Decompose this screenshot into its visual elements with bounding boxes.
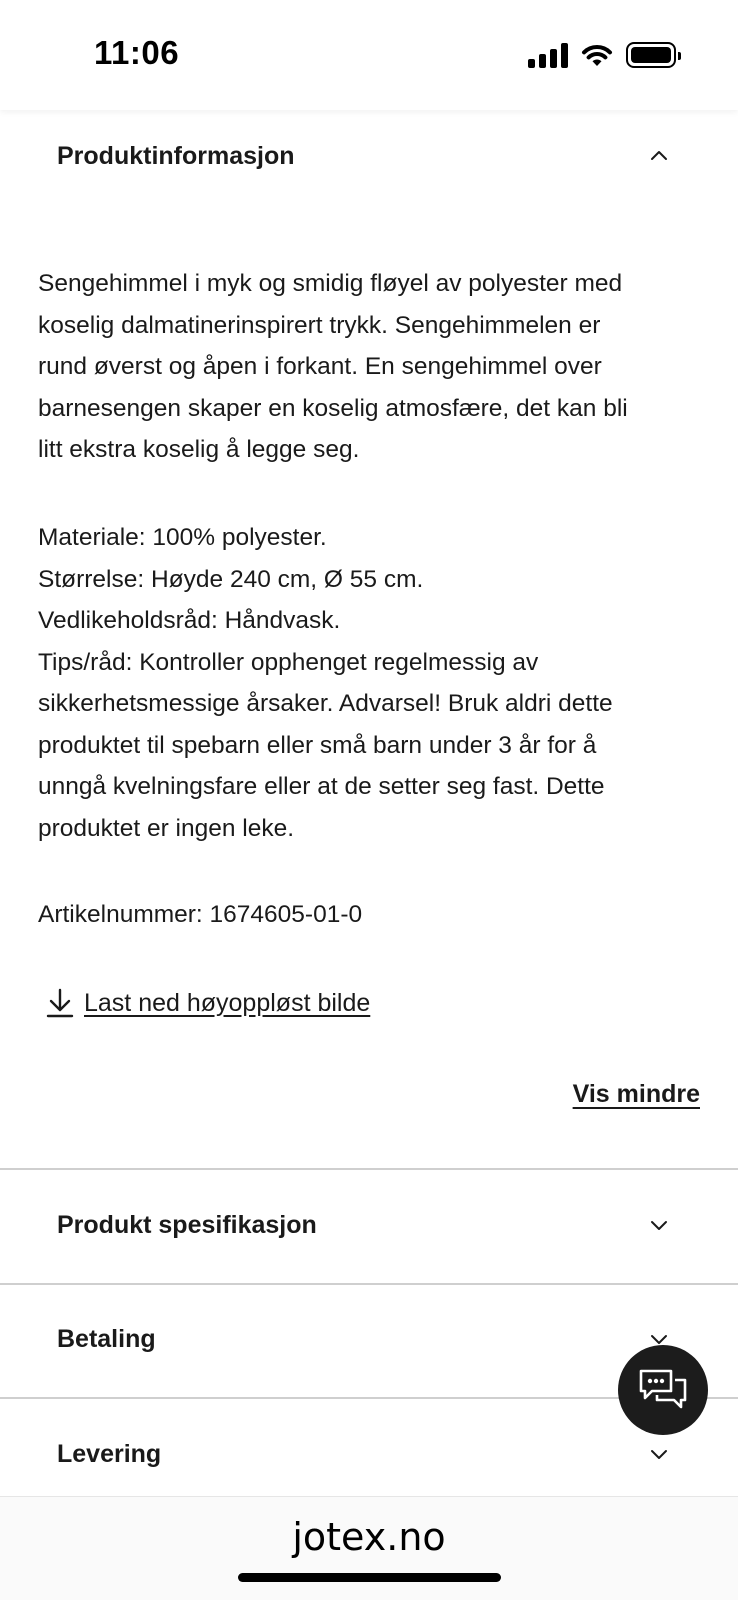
detail-line: Tips/råd: Kontroller opphenget regelmessig av — [38, 648, 539, 676]
battery-icon — [626, 42, 676, 68]
browser-bottom-bar — [0, 1496, 738, 1600]
chevron-down-icon — [647, 1213, 671, 1237]
article-number — [38, 894, 706, 936]
article-number-text: Artikelnummer: 1674605-01-0 — [38, 901, 363, 928]
detail-line: Vedlikeholdsråd: Håndvask. — [38, 607, 341, 634]
product-description — [38, 263, 706, 471]
accordion-header-product-spec[interactable] — [0, 1170, 738, 1280]
detail-line: Materiale: 100% polyester. — [38, 524, 327, 551]
product-details — [38, 517, 706, 849]
show-less-button[interactable]: Vis mindre — [572, 1080, 700, 1108]
chat-icon — [638, 1368, 688, 1412]
chevron-up-icon — [647, 144, 671, 168]
description-line: barnesengen skaper en koselig atmosfære, det kan bli — [38, 394, 628, 422]
status-icons — [528, 40, 676, 70]
home-indicator[interactable] — [238, 1573, 501, 1582]
wifi-icon — [580, 42, 614, 68]
detail-line: produktet til spebarn eller små barn under 3 år for å — [38, 731, 597, 759]
download-image-link[interactable] — [46, 988, 370, 1018]
status-time: 11:06 — [94, 34, 180, 71]
detail-line: produktet er ingen leke. — [38, 814, 295, 842]
accordion-title: Produkt spesifikasjon — [57, 1211, 317, 1239]
detail-line: Størrelse: Høyde 240 cm, Ø 55 cm. — [38, 565, 424, 593]
detail-line: unngå kvelningsfare eller at de setter seg fast. Dette — [38, 773, 605, 800]
cellular-signal-icon — [528, 42, 568, 68]
accordion-title: Levering — [57, 1440, 162, 1468]
accordion-header-product-info[interactable] — [0, 108, 738, 218]
accordion-title: Betaling — [57, 1325, 156, 1353]
accordion-title: Produktinformasjon — [57, 142, 295, 170]
download-icon — [46, 988, 74, 1018]
browser-domain[interactable]: jotex.no — [292, 1515, 446, 1559]
description-line: koselig dalmatinerinspirert trykk. Sengehimmelen er — [38, 311, 601, 339]
chat-button[interactable] — [618, 1345, 708, 1435]
description-line: litt ekstra koselig å legge seg. — [38, 436, 360, 463]
description-line: rund øverst og åpen i forkant. En sengehimmel over — [38, 353, 602, 380]
detail-line: sikkerhetsmessige årsaker. Advarsel! Bruk aldri dette — [38, 690, 613, 717]
chevron-down-icon — [647, 1442, 671, 1466]
description-line: Sengehimmel i myk og smidig fløyel av polyester med — [38, 270, 623, 297]
status-bar — [0, 0, 738, 110]
download-label: Last ned høyoppløst bilde — [84, 988, 371, 1017]
